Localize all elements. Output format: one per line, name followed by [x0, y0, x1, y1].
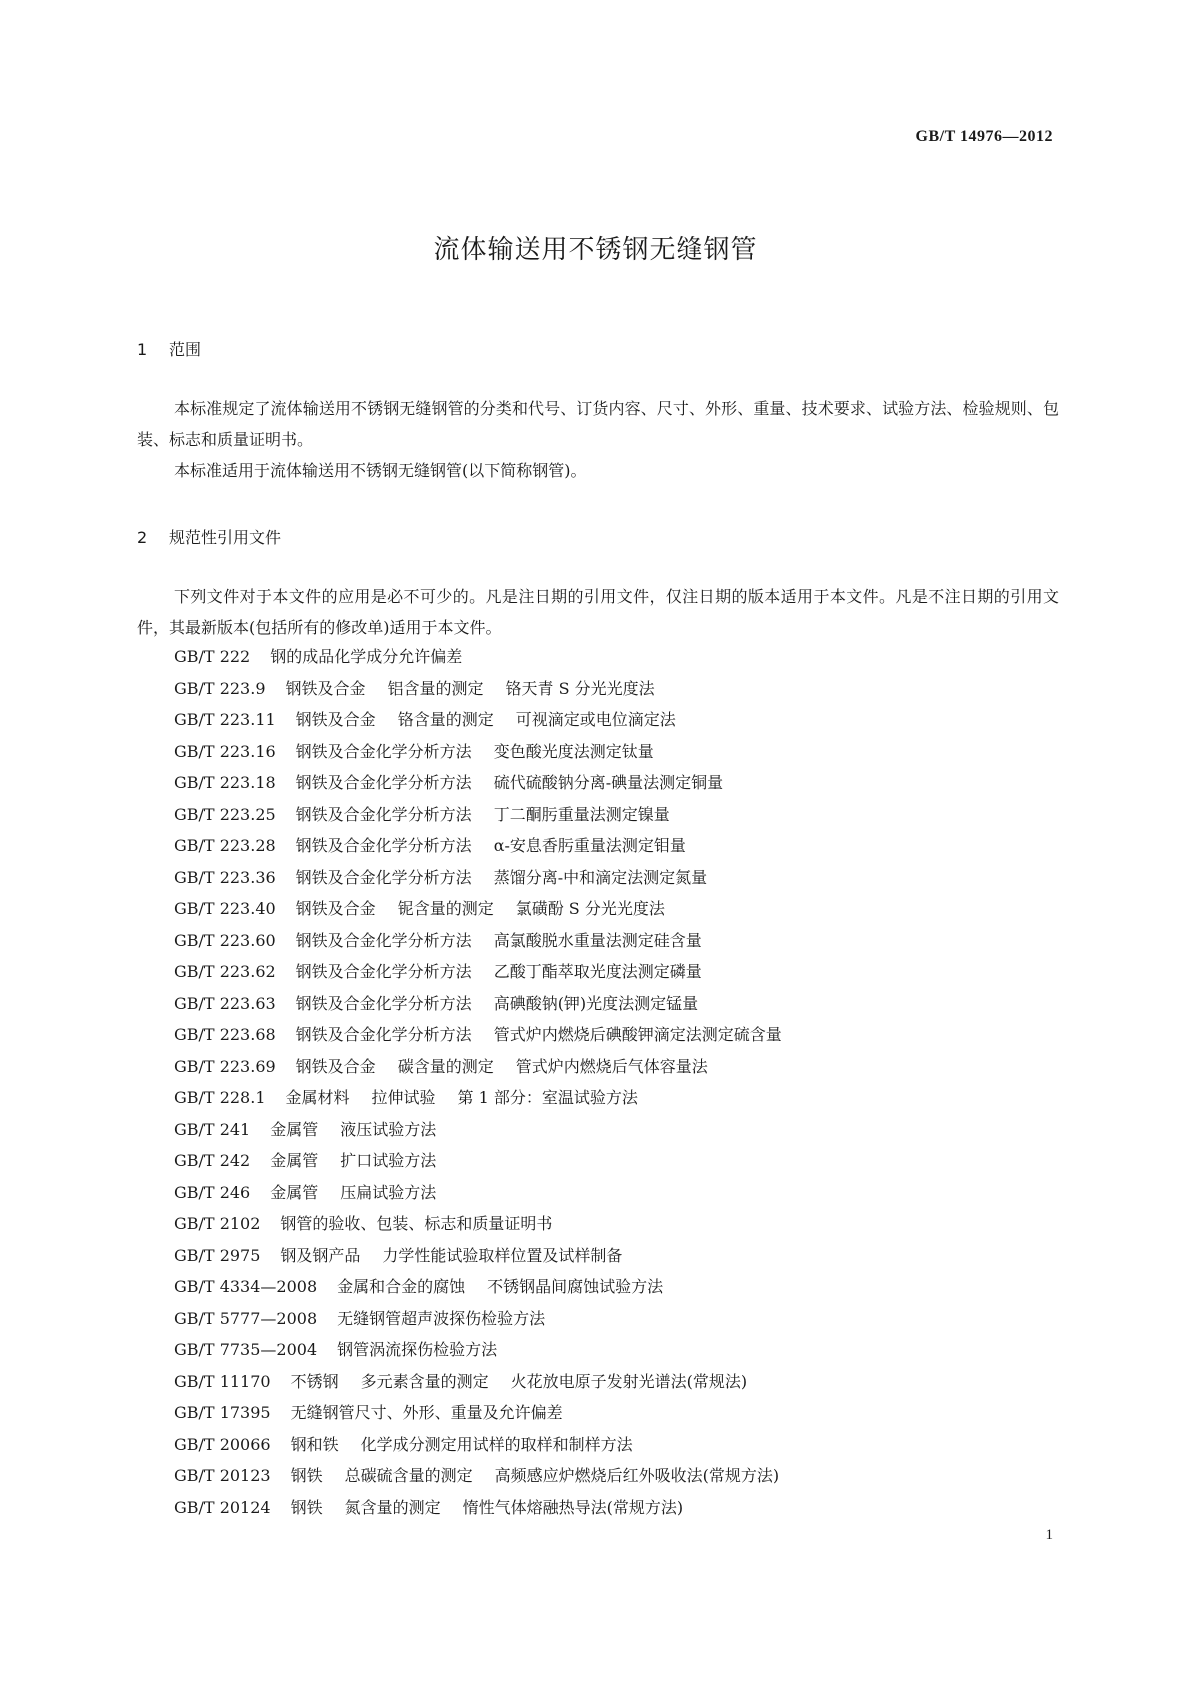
reference-title-part: 无缝钢管尺寸、外形、重量及允许偏差	[290, 1403, 563, 1422]
reference-item	[174, 736, 782, 768]
reference-item	[174, 1240, 782, 1272]
reference-title-part: 总碳硫含量的测定	[344, 1466, 473, 1485]
reference-code: GB/T 11170	[174, 1371, 271, 1391]
reference-title-part: 氮含量的测定	[344, 1497, 441, 1517]
reference-code: GB/T 223.25	[174, 804, 276, 824]
reference-title-part: α-安息香肟重量法测定钼量	[493, 836, 686, 855]
reference-title-part: 压扁试验方法	[340, 1182, 437, 1202]
reference-title-part: 钢铁及合金化学分析方法	[295, 993, 472, 1013]
reference-title-part: 拉伸试验	[371, 1088, 436, 1107]
reference-code: GB/T 223.69	[174, 1056, 276, 1076]
reference-item	[174, 1366, 782, 1398]
reference-code: GB/T 223.40	[174, 899, 276, 918]
reference-code: GB/T 223.18	[174, 773, 276, 792]
reference-title-part: 管式炉内燃烧后碘酸钾滴定法测定硫含量	[493, 1025, 782, 1044]
reference-item	[174, 830, 782, 862]
reference-title-part: 蒸馏分离-中和滴定法测定氮量	[493, 867, 708, 887]
reference-title-part: 钢铁及合金化学分析方法	[295, 773, 472, 792]
reference-code: GB/T 7735—2004	[174, 1340, 318, 1359]
reference-code: GB/T 2975	[174, 1245, 261, 1265]
reference-item	[174, 1271, 782, 1303]
reference-title-part: 氯磺酚 S 分光光度法	[515, 899, 665, 918]
reference-code: GB/T 223.68	[174, 1025, 276, 1044]
reference-title-part: 钢铁及合金化学分析方法	[295, 962, 472, 981]
references-intro-paragraph: 下列文件对于本文件的应用是必不可少的。凡是注日期的引用文件，仅注日期的版本适用于本文件。凡是不注日期的引用文件，其最新版本(包括所有的修改单)适用于本文件。	[137, 587, 1059, 637]
reference-title-part: 钢及钢产品	[280, 1245, 361, 1265]
reference-title-part: 钢铁及合金化学分析方法	[295, 836, 472, 855]
reference-code: GB/T 223.36	[174, 867, 276, 887]
reference-title-part: 无缝钢管超声波探伤检验方法	[337, 1308, 546, 1328]
reference-title-part: 高碘酸钠(钾)光度法测定锰量	[493, 993, 699, 1013]
reference-code: GB/T 20123	[174, 1466, 271, 1485]
section-2-number: 2	[137, 528, 148, 547]
reference-item	[174, 1177, 782, 1209]
reference-title-part: 力学性能试验取样位置及试样制备	[382, 1245, 623, 1265]
reference-code: GB/T 223.28	[174, 836, 276, 855]
reference-title-part: 金属材料	[285, 1088, 350, 1107]
reference-title-part: 铝含量的测定	[387, 678, 484, 698]
reference-title-part: 扩口试验方法	[340, 1151, 437, 1170]
reference-code: GB/T 246	[174, 1182, 251, 1202]
reference-code: GB/T 242	[174, 1151, 251, 1170]
reference-title-part: 铌含量的测定	[397, 899, 494, 918]
reference-item	[174, 1051, 782, 1083]
reference-list	[174, 641, 782, 1523]
reference-code: GB/T 4334—2008	[174, 1277, 318, 1296]
reference-code: GB/T 228.1	[174, 1088, 266, 1107]
reference-title-part: 丁二酮肟重量法测定镍量	[493, 804, 670, 824]
reference-code: GB/T 5777—2008	[174, 1308, 318, 1328]
reference-title-part: 钢管的验收、包装、标志和质量证明书	[280, 1214, 553, 1233]
reference-code: GB/T 17395	[174, 1403, 271, 1422]
reference-item	[174, 1460, 782, 1492]
reference-title-part: 第 1 部分：室温试验方法	[457, 1088, 638, 1107]
reference-title-part: 金属管	[270, 1151, 319, 1170]
reference-code: GB/T 223.11	[174, 710, 276, 729]
reference-title-part: 钢和铁	[290, 1434, 339, 1454]
reference-title-part: 钢铁及合金化学分析方法	[295, 804, 472, 824]
reference-title-part: 碳含量的测定	[397, 1056, 494, 1076]
reference-code: GB/T 223.60	[174, 930, 276, 950]
reference-item	[174, 1334, 782, 1366]
reference-item	[174, 704, 782, 736]
reference-item	[174, 1397, 782, 1429]
section-2-title: 规范性引用文件	[169, 528, 282, 547]
reference-title-part: 铬含量的测定	[397, 710, 494, 729]
reference-title-part: 惰性气体熔融热导法(常规方法)	[462, 1497, 684, 1517]
reference-item	[174, 988, 782, 1020]
reference-title-part: 钢铁及合金	[295, 710, 376, 729]
reference-title-part: 铬天青 S 分光光度法	[505, 678, 655, 698]
reference-code: GB/T 241	[174, 1119, 251, 1139]
reference-title-part: 钢铁及合金	[295, 1056, 376, 1076]
section-1-heading	[137, 337, 201, 360]
reference-item	[174, 799, 782, 831]
reference-title-part: 钢管涡流探伤检验方法	[337, 1340, 498, 1359]
reference-item	[174, 1082, 782, 1114]
reference-title-part: 可视滴定或电位滴定法	[515, 710, 676, 729]
reference-title-part: 高氯酸脱水重量法测定硅含量	[493, 930, 702, 950]
reference-item	[174, 1145, 782, 1177]
reference-code: GB/T 20066	[174, 1434, 271, 1454]
reference-title-part: 钢铁及合金	[295, 899, 376, 918]
reference-title-part: 钢铁及合金	[285, 678, 366, 698]
reference-title-part: 不锈钢	[290, 1371, 339, 1391]
section-1-number: 1	[137, 340, 148, 359]
reference-item	[174, 1208, 782, 1240]
reference-code: GB/T 20124	[174, 1497, 271, 1517]
section-1-title: 范围	[169, 340, 202, 359]
reference-title-part: 金属管	[270, 1119, 319, 1139]
reference-item	[174, 893, 782, 925]
reference-code: GB/T 223.16	[174, 741, 276, 761]
reference-title-part: 钢铁	[290, 1497, 323, 1517]
reference-title-part: 钢铁	[290, 1466, 323, 1485]
reference-title-part: 液压试验方法	[340, 1119, 437, 1139]
reference-code: GB/T 223.62	[174, 962, 276, 981]
reference-title-part: 火花放电原子发射光谱法(常规法)	[510, 1371, 748, 1391]
scope-paragraph-1: 本标准规定了流体输送用不锈钢无缝钢管的分类和代号、订货内容、尺寸、外形、重量、技术要求、试验方法、检验规则、包装、标志和质量证明书。	[137, 399, 1059, 449]
reference-title-part: 管式炉内燃烧后气体容量法	[515, 1056, 708, 1076]
reference-item	[174, 1303, 782, 1335]
reference-title-part: 金属和合金的腐蚀	[337, 1277, 466, 1296]
reference-title-part: 钢铁及合金化学分析方法	[295, 741, 472, 761]
reference-title-part: 高频感应炉燃烧后红外吸收法(常规方法)	[494, 1466, 780, 1485]
reference-item	[174, 641, 782, 673]
document-title: 流体输送用不锈钢无缝钢管	[433, 235, 758, 265]
reference-title-part: 金属管	[270, 1182, 319, 1202]
reference-item	[174, 1492, 782, 1524]
reference-title-part: 化学成分测定用试样的取样和制样方法	[360, 1434, 633, 1454]
reference-item	[174, 1114, 782, 1146]
reference-title-part: 变色酸光度法测定钛量	[493, 741, 654, 761]
reference-code: GB/T 223.63	[174, 993, 276, 1013]
reference-item	[174, 862, 782, 894]
section-2-heading	[137, 525, 281, 548]
reference-title-part: 钢铁及合金化学分析方法	[295, 867, 472, 887]
reference-code: GB/T 2102	[174, 1214, 261, 1233]
reference-title-part: 不锈钢晶间腐蚀试验方法	[487, 1277, 664, 1296]
scope-paragraph-2: 本标准适用于流体输送用不锈钢无缝钢管(以下简称钢管)。	[174, 461, 587, 480]
reference-code: GB/T 222	[174, 647, 251, 666]
reference-item	[174, 956, 782, 988]
reference-title-part: 乙酸丁酯萃取光度法测定磷量	[493, 962, 702, 981]
reference-item	[174, 767, 782, 799]
reference-title-part: 多元素含量的测定	[360, 1371, 489, 1391]
reference-title-part: 硫代硫酸钠分离-碘量法测定铜量	[493, 773, 724, 792]
reference-title-part: 钢铁及合金化学分析方法	[295, 1025, 472, 1044]
reference-code: GB/T 223.9	[174, 678, 266, 698]
page-number: 1	[1045, 1527, 1053, 1543]
reference-item	[174, 1429, 782, 1461]
reference-title-part: 钢的成品化学成分允许偏差	[270, 647, 463, 666]
reference-title-part: 钢铁及合金化学分析方法	[295, 930, 472, 950]
reference-item	[174, 1019, 782, 1051]
standard-number: GB/T 14976—2012	[915, 128, 1053, 145]
reference-item	[174, 925, 782, 957]
reference-item	[174, 673, 782, 705]
